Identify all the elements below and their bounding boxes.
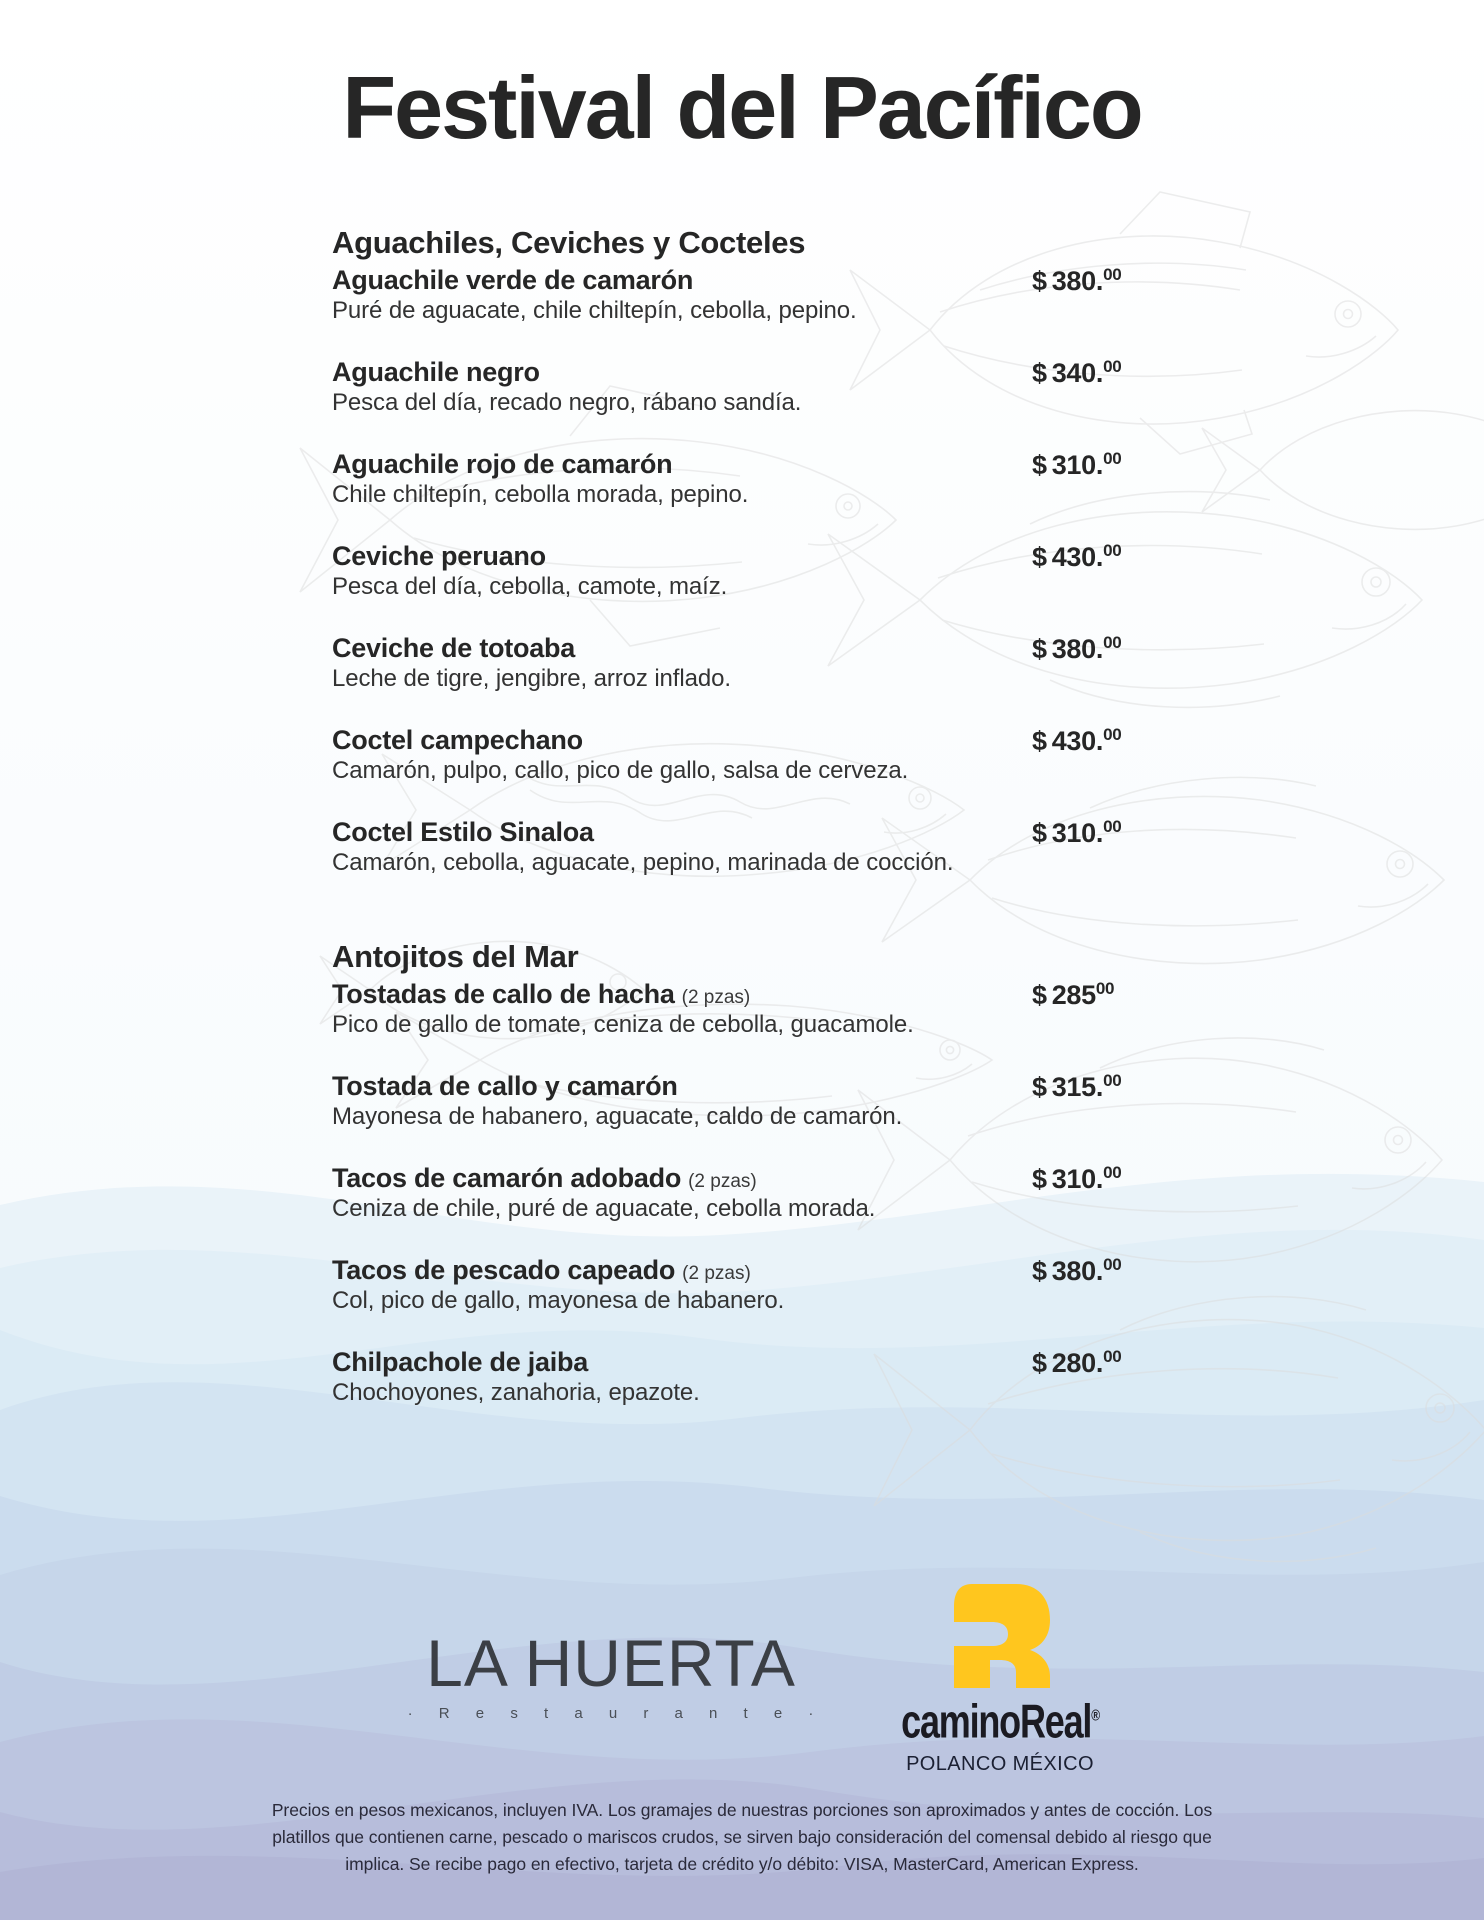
registered-trademark-icon: ® bbox=[1091, 1705, 1099, 1725]
menu-item[interactable] bbox=[332, 357, 1162, 417]
item-description: Ceniza de chile, puré de aguacate, cebolla morada. bbox=[332, 1195, 876, 1222]
price-amount: 310. bbox=[1051, 1164, 1104, 1194]
menu-item[interactable] bbox=[332, 1071, 1162, 1131]
price-amount: 380. bbox=[1051, 1256, 1104, 1286]
price-amount: 430. bbox=[1051, 726, 1104, 756]
item-quantity: (2 pzas) bbox=[688, 1171, 757, 1192]
item-description: Col, pico de gallo, mayonesa de habanero. bbox=[332, 1287, 785, 1314]
currency-symbol: $ bbox=[1032, 1256, 1047, 1286]
price-amount: 380. bbox=[1051, 266, 1104, 296]
menu-item[interactable] bbox=[332, 449, 1162, 509]
item-quantity: (2 pzas) bbox=[681, 987, 751, 1008]
currency-symbol: $ bbox=[1032, 726, 1047, 756]
item-description: Pesca del día, recado negro, rábano sandía. bbox=[332, 389, 802, 416]
price-cents: 00 bbox=[1103, 1163, 1122, 1182]
la-huerta-tagline: · R e s t a u r a n t e · bbox=[407, 1705, 825, 1722]
footer-line-1: Precios en pesos mexicanos, incluyen IVA. Los gramajes de nuestras porciones son aproximados y antes de cocción. Los bbox=[271, 1800, 1213, 1820]
currency-symbol: $ bbox=[1032, 1348, 1047, 1378]
price-cents: 00 bbox=[1103, 265, 1122, 284]
item-name: Aguachile verde de camarón bbox=[332, 265, 694, 295]
price-cents: 00 bbox=[1103, 1347, 1122, 1366]
currency-symbol: $ bbox=[1032, 542, 1047, 572]
footer-line-3: implica. Se recibe pago en efectivo, tarjeta de crédito y/o débito: VISA, MasterCard, American Express. bbox=[345, 1854, 1139, 1875]
item-description: Puré de aguacate, chile chiltepín, cebolla, pepino. bbox=[332, 297, 857, 324]
item-quantity: (2 pzas) bbox=[682, 1263, 751, 1284]
item-price bbox=[1032, 266, 1121, 297]
item-description: Chochoyones, zanahoria, epazote. bbox=[332, 1379, 700, 1406]
menu-item[interactable] bbox=[332, 1347, 1162, 1407]
footer-line-2: platillos que contienen carne, pescado o mariscos crudos, se sirven bajo consideración del comensal debido al riesgo que bbox=[272, 1827, 1212, 1848]
la-huerta-wordmark: LA HUERTA bbox=[426, 1626, 796, 1700]
menu-section bbox=[332, 225, 1162, 877]
currency-symbol: $ bbox=[1032, 818, 1047, 848]
section-heading: Aguachiles, Ceviches y Cocteles bbox=[332, 225, 806, 260]
page-title: Festival del Pacífico bbox=[342, 58, 1142, 157]
price-cents: 00 bbox=[1103, 725, 1122, 744]
item-description: Camarón, pulpo, callo, pico de gallo, salsa de cerveza. bbox=[332, 757, 909, 784]
currency-symbol: $ bbox=[1032, 980, 1047, 1010]
item-name: Ceviche de totoaba bbox=[332, 633, 576, 663]
price-amount: 310. bbox=[1051, 818, 1104, 848]
item-price bbox=[1032, 1072, 1121, 1103]
item-price bbox=[1032, 980, 1114, 1011]
item-description: Chile chiltepín, cebolla morada, pepino. bbox=[332, 481, 749, 508]
price-cents: 00 bbox=[1103, 817, 1122, 836]
item-price bbox=[1032, 1164, 1121, 1195]
camino-real-wordmark: caminoReal® bbox=[901, 1694, 1099, 1749]
item-name: Ceviche peruano bbox=[332, 541, 546, 571]
price-amount: 285 bbox=[1051, 980, 1096, 1010]
section-heading: Antojitos del Mar bbox=[332, 939, 579, 974]
item-price bbox=[1032, 542, 1121, 573]
menu-item[interactable] bbox=[332, 265, 1162, 325]
item-name: Tostada de callo y camarón bbox=[332, 1071, 678, 1101]
la-huerta-logo bbox=[396, 1626, 826, 1722]
price-cents: 00 bbox=[1103, 1071, 1122, 1090]
menu-item[interactable] bbox=[332, 817, 1162, 877]
currency-symbol: $ bbox=[1032, 358, 1047, 388]
item-price bbox=[1032, 1348, 1121, 1379]
item-name: Tostadas de callo de hacha bbox=[332, 979, 675, 1009]
item-description: Pico de gallo de tomate, ceniza de cebolla, guacamole. bbox=[332, 1011, 914, 1038]
price-amount: 310. bbox=[1051, 450, 1104, 480]
currency-symbol: $ bbox=[1032, 1072, 1047, 1102]
item-description: Mayonesa de habanero, aguacate, caldo de camarón. bbox=[332, 1103, 903, 1130]
price-cents: 00 bbox=[1103, 541, 1122, 560]
menu-item[interactable] bbox=[332, 1255, 1162, 1315]
camino-real-emblem-icon bbox=[946, 1580, 1054, 1692]
item-price bbox=[1032, 358, 1121, 389]
price-cents: 00 bbox=[1103, 357, 1122, 376]
item-name: Coctel campechano bbox=[332, 725, 583, 755]
menu-item[interactable] bbox=[332, 979, 1162, 1039]
price-amount: 340. bbox=[1051, 358, 1104, 388]
item-description: Leche de tigre, jengibre, arroz inflado. bbox=[332, 665, 731, 692]
logo-row bbox=[0, 1580, 1484, 1810]
item-description: Camarón, cebolla, aguacate, pepino, marinada de cocción. bbox=[332, 849, 954, 876]
item-price bbox=[1032, 450, 1121, 481]
item-price bbox=[1032, 1256, 1121, 1287]
menu-item[interactable] bbox=[332, 1163, 1162, 1223]
camino-real-logo bbox=[880, 1580, 1120, 1776]
price-cents: 00 bbox=[1103, 633, 1122, 652]
price-amount: 380. bbox=[1051, 634, 1104, 664]
price-amount: 280. bbox=[1051, 1348, 1104, 1378]
item-price bbox=[1032, 634, 1121, 665]
item-price bbox=[1032, 818, 1121, 849]
menu-sections bbox=[332, 225, 1162, 1407]
price-cents: 00 bbox=[1103, 449, 1122, 468]
item-name: Coctel Estilo Sinaloa bbox=[332, 817, 594, 847]
item-name: Tacos de pescado capeado bbox=[332, 1255, 676, 1285]
price-cents: 00 bbox=[1103, 1255, 1122, 1274]
menu-item[interactable] bbox=[332, 541, 1162, 601]
footer-disclaimer bbox=[178, 1797, 1306, 1878]
price-amount: 315. bbox=[1051, 1072, 1104, 1102]
price-cents: 00 bbox=[1095, 979, 1115, 998]
menu-section bbox=[332, 939, 1162, 1407]
menu-item[interactable] bbox=[332, 633, 1162, 693]
item-name: Aguachile negro bbox=[332, 357, 540, 387]
item-name: Tacos de camarón adobado bbox=[332, 1163, 682, 1193]
item-name: Chilpachole de jaiba bbox=[332, 1347, 589, 1377]
menu-item[interactable] bbox=[332, 725, 1162, 785]
item-description: Pesca del día, cebolla, camote, maíz. bbox=[332, 573, 728, 600]
camino-real-location: POLANCO MÉXICO bbox=[906, 1753, 1094, 1775]
item-name: Aguachile rojo de camarón bbox=[332, 449, 673, 479]
currency-symbol: $ bbox=[1032, 450, 1047, 480]
price-amount: 430. bbox=[1051, 542, 1104, 572]
currency-symbol: $ bbox=[1032, 634, 1047, 664]
currency-symbol: $ bbox=[1032, 266, 1047, 296]
currency-symbol: $ bbox=[1032, 1164, 1047, 1194]
item-price bbox=[1032, 726, 1121, 757]
